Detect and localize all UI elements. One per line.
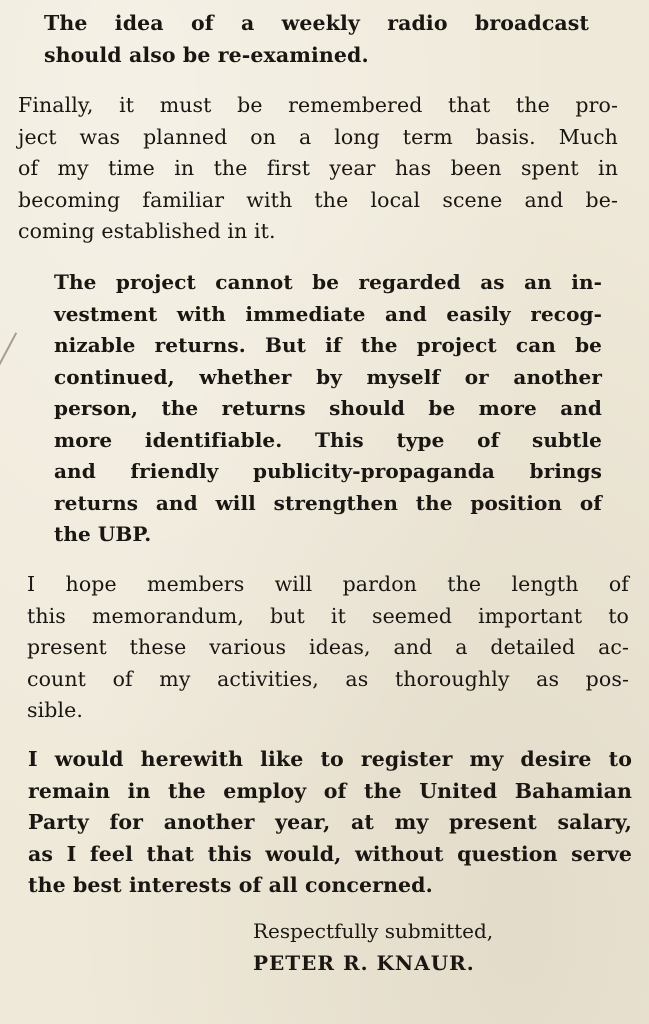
signature-block [253,915,493,979]
paragraph-long-term-basis [18,90,618,248]
text-line: coming established in it. [18,219,276,243]
text-line: the UBP. [54,522,152,546]
text-line: of my time in the first year has been spent in [18,156,618,180]
paragraph-employment-desire [28,744,632,902]
text-line: present these various ideas, and a detailed ac- [27,635,629,659]
text-line: returns and will strengthen the position of [54,490,602,515]
text-line: this memorandum, but it seemed important to [27,603,629,628]
paragraph-memorandum-length [27,569,629,727]
text-line: The idea of a weekly radio broadcast [44,11,589,35]
text-line: count of my activities, as thoroughly as pos- [27,666,629,691]
text-line: becoming familiar with the local scene and be- [18,187,618,212]
signatory-name: PETER R. KNAUR. [253,951,475,975]
text-line: and friendly publicity-propaganda brings [54,459,602,483]
stray-pen-mark [0,332,17,375]
text-line: Party for another year, at my present salary, [28,810,632,834]
text-line: sible. [27,698,84,722]
text-line: I would herewith like to register my desire to [28,747,632,771]
text-line: nizable returns. But if the project can be [54,333,602,357]
text-line: The project cannot be regarded as an in- [54,270,602,294]
text-line: ject was planned on a long term basis. Much [18,124,618,149]
text-line: vestment with immediate and easily recog- [54,301,602,326]
closing-salutation: Respectfully submitted, [253,919,494,943]
text-line: as I feel that this would, without question serve [28,841,632,866]
text-line: continued, whether by myself or another [54,364,602,389]
text-line: the best interests of all concerned. [28,873,433,897]
text-line: remain in the employ of the United Bahamian [28,778,632,803]
text-line: should also be re-examined. [44,42,369,67]
paragraph-radio-broadcast [44,8,589,71]
text-line: more identifiable. This type of subtle [54,427,602,452]
text-line: person, the returns should be more and [54,396,602,420]
text-line: I hope members will pardon the length of [27,572,629,596]
paragraph-investment [54,267,602,551]
text-line: Finally, it must be remembered that the pro- [18,93,618,117]
